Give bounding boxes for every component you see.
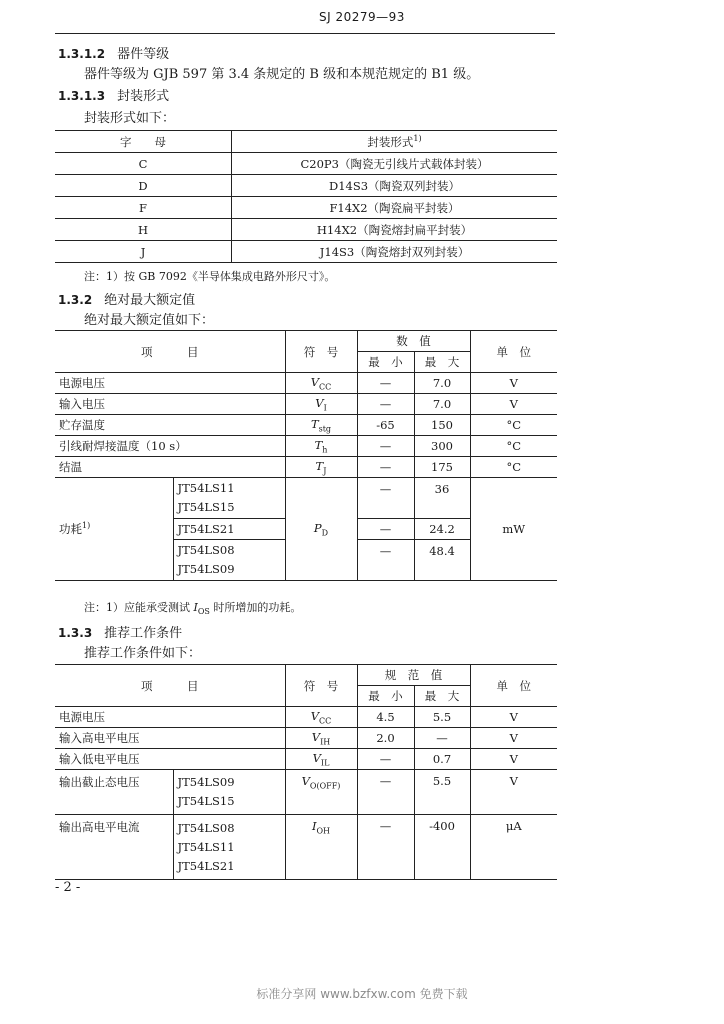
section-heading [58, 85, 169, 104]
table-row: 电源电压 $V_{CC}$ 4.5 5.5 V [55, 707, 557, 728]
column-header: 符 号 [285, 665, 357, 707]
table-cell: C [55, 153, 232, 175]
column-header: 数 值 [357, 331, 470, 352]
table-row: 输入高电平电压 $V_{IH}$ 2.0 — V [55, 728, 557, 749]
table-row: 贮存温度 $T_{stg}$ -65 150 °C [55, 415, 557, 436]
watermark-footer: 标准分享网 www.bzfxw.com 免费下载 [256, 987, 468, 1001]
table-row: 输入低电平电压 $V_{IL}$ — 0.7 V [55, 749, 557, 770]
absolute-max-table [55, 330, 557, 581]
table-row: 引线耐焊接温度（10 s） $T_h$ — 300 °C [55, 436, 557, 457]
column-header: 字 母 [55, 131, 232, 153]
table-note: 注：1）按 GB 7092《半导体集成电路外形尺寸》。 [84, 270, 336, 283]
page-number: - 2 - [55, 880, 81, 895]
table-row: 输出高电平电流 JT54LS08 JT54LS11 JT54LS21 $I_{OH}$ — -400 μA [55, 815, 557, 880]
paragraph: 封装形式如下： [84, 111, 176, 126]
section-title: 推荐工作条件 [104, 626, 183, 641]
section-title: 封装形式 [117, 89, 170, 104]
table-cell: F14X2（陶瓷扁平封装） [232, 197, 558, 219]
table-cell: C20P3（陶瓷无引线片式载体封装） [232, 153, 558, 175]
section-number: 1.3.1.2 [58, 47, 106, 61]
section-heading [58, 622, 182, 641]
table-row: 电源电压 $V_{CC}$ — 7.0 V [55, 373, 557, 394]
column-header: 最 大 [414, 686, 470, 707]
table-row: 结温 $T_J$ — 175 °C [55, 457, 557, 478]
section-number: 1.3.3 [58, 626, 93, 640]
paragraph: 绝对最大额定值如下： [84, 313, 215, 328]
paragraph: 推荐工作条件如下： [84, 646, 202, 661]
column-header: 规 范 值 [357, 665, 470, 686]
section-title: 绝对最大额定值 [104, 293, 196, 308]
column-header: 项 目 [55, 331, 285, 373]
section-heading [58, 43, 169, 62]
column-header: 符 号 [285, 331, 357, 373]
recommended-conditions-table [55, 664, 557, 880]
section-number: 1.3.2 [58, 293, 93, 307]
table-cell: J [55, 241, 232, 263]
table-row: JT54LS21 — 24.2 [55, 519, 557, 540]
table-row: 功耗$^{1)}$ JT54LS11 JT54LS15 $P_D$ — 36 mW [55, 478, 557, 519]
section-number: 1.3.1.3 [58, 89, 106, 103]
table-cell: J14S3（陶瓷熔封双列封装） [232, 241, 558, 263]
table-row: JT54LS08 JT54LS09 — 48.4 [55, 540, 557, 581]
package-table [55, 130, 557, 263]
paragraph: 器件等级为 GJB 597 第 3.4 条规定的 B 级和本规范规定的 B1 级。 [84, 67, 480, 82]
column-header: 最 小 [357, 352, 414, 373]
table-note: 注：1）应能承受测试 $I_{OS}$ 时所增加的功耗。 [84, 601, 302, 617]
column-header: 最 小 [357, 686, 414, 707]
header-rule [55, 33, 555, 34]
column-header: 单 位 [470, 665, 557, 707]
table-cell: D14S3（陶瓷双列封装） [232, 175, 558, 197]
section-title: 器件等级 [117, 47, 170, 62]
document-code: SJ 20279—93 [319, 10, 405, 24]
section-heading [58, 289, 195, 308]
table-row: 输入电压 $V_I$ — 7.0 V [55, 394, 557, 415]
table-cell: D [55, 175, 232, 197]
column-header: 封装形式$^{1)}$ [232, 131, 558, 153]
table-cell: F [55, 197, 232, 219]
column-header: 项 目 [55, 665, 285, 707]
column-header: 单 位 [470, 331, 557, 373]
table-cell: H14X2（陶瓷熔封扁平封装） [232, 219, 558, 241]
table-row: 输出截止态电压 JT54LS09 JT54LS15 $V_{O(OFF)}$ — 5.5 V [55, 770, 557, 815]
column-header: 最 大 [414, 352, 470, 373]
table-cell: H [55, 219, 232, 241]
